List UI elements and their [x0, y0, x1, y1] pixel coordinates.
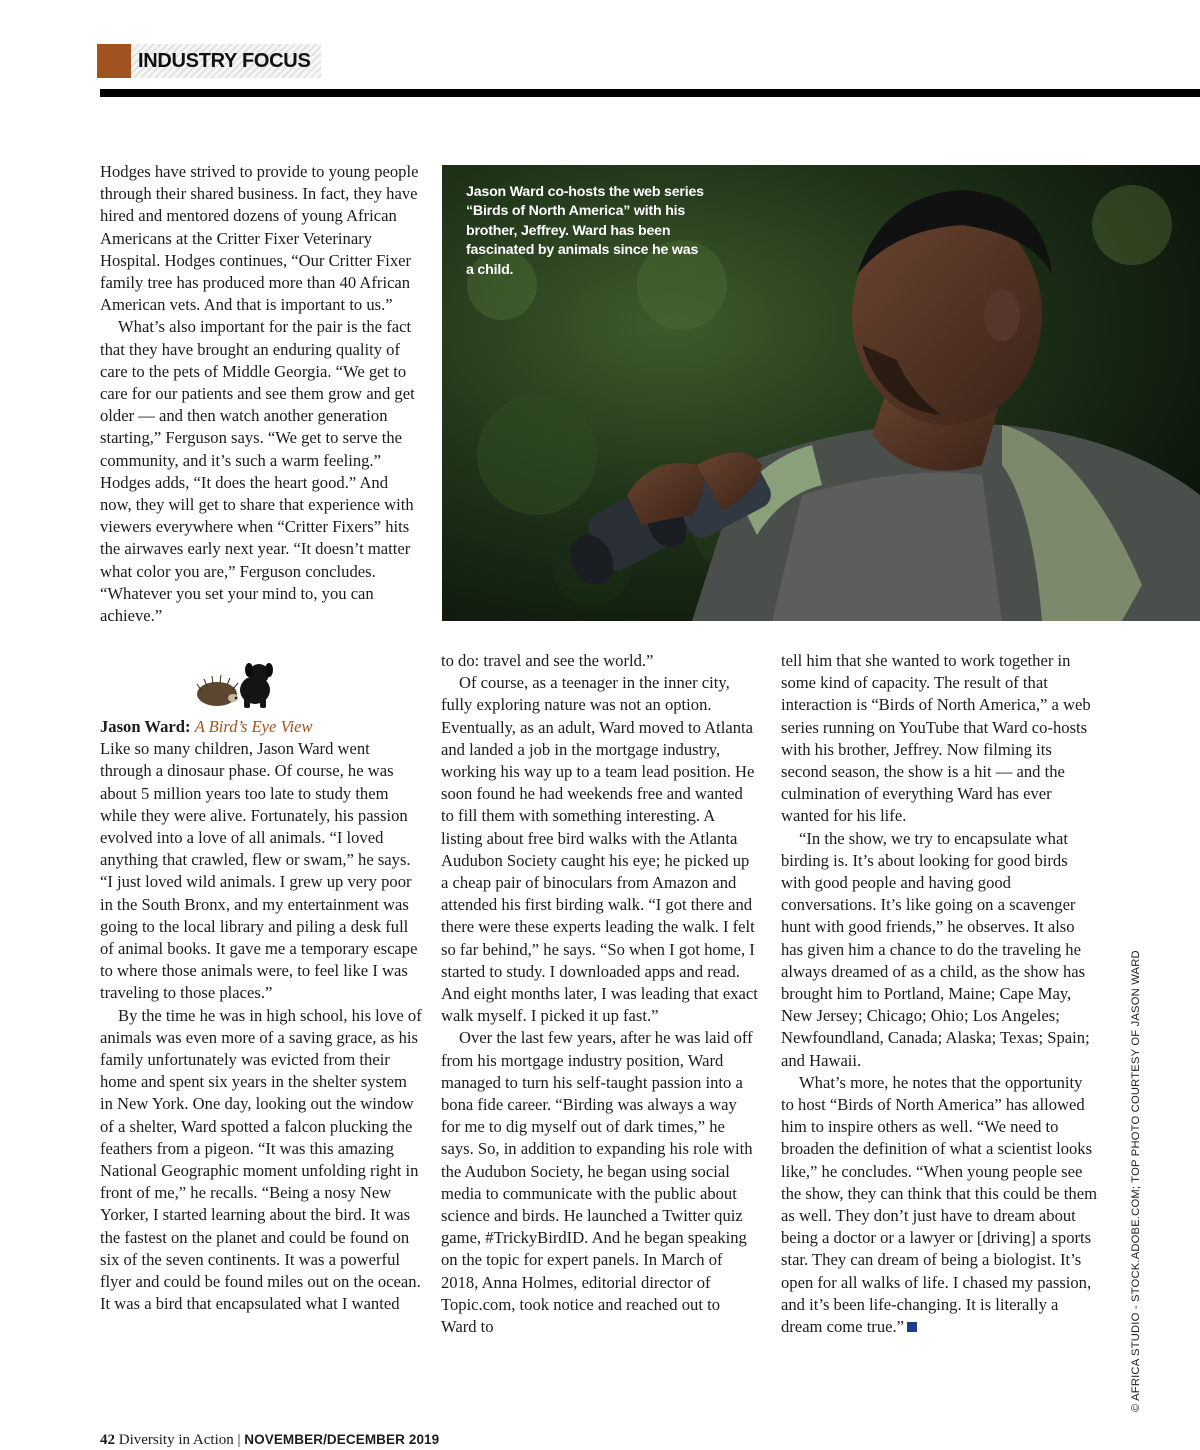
paragraph-final-text: What’s more, he notes that the opportunity to host “Birds of North America” has allowed him to inspire others as well. “We need to broaden the definition of what a scientist looks like,” he concludes. “When young people see the show, they can think that this could be them as well. They don’t just have to dream about being a doctor or a lawyer or [driving] a sports star. They can dream of being a biologist. It’s open for all walks of life. I chased my passion, and it’s been life-changing. It is literally a dream come true.” — [781, 1072, 1097, 1337]
paragraph-final — [781, 1072, 1099, 1338]
section-heading-tagline: A Bird’s Eye View — [194, 717, 313, 736]
magazine-name: Diversity in Action — [118, 1432, 234, 1448]
paragraph: Hodges have strived to provide to young people through their shared business. In fact, they have hired and mentored dozens of young African Americans at the Critter Fixer Veterinary Hospital. Hodges continues, “Our Critter Fixer family tree has produced more than 40 African American vets. And that is important to us.” — [100, 162, 419, 315]
photo-caption: Jason Ward co-hosts the web series “Birds of North America” with his brother, Jeffrey. Ward has been fascinated by animals since he was a child. — [466, 184, 704, 278]
paragraph: Over the last few years, after he was laid off from his mortgage industry position, Ward managed to turn his self-taught passion into a bona fide career. “Birding was always a way for me to dig myself out of dark times,” he says. So, in addition to expanding his role with the Audubon Society, he began using social media to communicate with the public about science and birds. He launched a Twitter quiz game, #TrickyBirdID. And he began speaking on the topic for expert panels. In March of 2018, Anna Holmes, editorial director of Topic.com, took notice and reached out to Ward to — [441, 1028, 753, 1337]
page-number: 42 — [100, 1432, 115, 1448]
column-3 — [781, 650, 1099, 1338]
issue-date: NOVEMBER/DECEMBER 2019 — [244, 1432, 440, 1447]
photo-credit: © AFRICA STUDIO - STOCK.ADOBE.COM; TOP PHOTO COURTESY OF JASON WARD — [1130, 950, 1142, 1412]
paragraph: By the time he was in high school, his love of animals was even more of a saving grace, as his family unfortunately was evicted from their home and spent six years in the shelter system in New York. One day, looking out the window of a shelter, Ward spotted a falcon plucking the feathers from a pigeon. “It was this amazing National Geographic moment unfolding right in front of me,” he recalls. “Being a nosy New Yorker, I started learning about the bird. It was the fastest on the planet and could be found on six of the seven continents. It was a powerful flyer and could be found miles out on the ocean. It was a bird that encapsulated what I wanted — [100, 1005, 422, 1314]
section-heading-name: Jason Ward: — [100, 717, 191, 736]
paragraph: to do: travel and see the world.” — [441, 651, 654, 670]
paragraph: What’s also important for the pair is the fact that they have brought an enduring quality of care to the pets of Middle Georgia. “We get to care for our patients and see them grow and get older — and then watch another generation starting,” Ferguson says. “We get to serve the community, and it’s such a warm feeling.” Hodges adds, “It does the heart good.” And now, they will get to share that experience with viewers everywhere when “Critter Fixers” hits the airwaves early next year. “It doesn’t matter what color you are,” Ferguson concludes. “Whatever you set your mind to, you can achieve.” — [100, 317, 415, 626]
footer-separator: | — [237, 1432, 241, 1448]
section-label: INDUSTRY FOCUS — [138, 50, 311, 72]
column-2 — [441, 650, 759, 1338]
paragraph: “In the show, we try to encapsulate what birding is. It’s about looking for good birds with good people and having good conversations. It’s like going on a scavenger hunt with good friends,” he observes. It also has given him a chance to do the traveling he always dreamed of as a child, as the show has brought him to Portland, Maine; Cape May, New Jersey; Chicago; Ohio; Los Angeles; Newfoundland, Canada; Alaska; Texas; Spain; and Hawaii. — [781, 828, 1090, 1070]
paragraph: Of course, as a teenager in the inner city, fully exploring nature was not an option. Eventually, as an adult, Ward moved to Atlanta and landed a job in the mortgage industry, working his way up to a team lead position. He soon found he had weekends free and wanted to fill them with something interesting. A listing about free bird walks with the Atlanta Audubon Society caught his eye; he picked up a cheap pair of binoculars from Amazon and attended his first birding walk. “I got there and there were these experts leading the walk. I felt so far behind,” he says. “So when I got home, I started to study. I downloaded apps and read. And eight months later, I was leading that exact walk myself. I picked it up fast.” — [441, 673, 758, 1026]
paragraph: Like so many children, Jason Ward went through a dinosaur phase. Of course, he was about 5 million years too late to study them while they were alive. Fortunately, his passion evolved into a love of all animals. “I loved anything that crawled, flew or swam,” he says. “I just loved wild animals. I grew up very poor in the South Bronx, and my entertainment was going to the local library and piling a desk full of animal books. It gave me a temporary escape to where those animals were, to feel like I was traveling to those places.” — [100, 739, 418, 1003]
animals-divider-icon — [193, 660, 275, 708]
paragraph: tell him that she wanted to work together in some kind of capacity. The result of that interaction is “Birds of North America,” a web series running on YouTube that Ward co-hosts with his brother, Jeffrey. Now filming its second season, the show is a hit — and the culmination of everything Ward has ever wanted for his life. — [781, 651, 1091, 826]
page-footer — [100, 1431, 439, 1449]
column-1-top — [100, 161, 422, 627]
section-heading — [100, 716, 422, 738]
header-rule — [100, 89, 1200, 97]
end-of-article-mark — [907, 1322, 917, 1332]
column-1-bottom — [100, 716, 422, 1315]
section-color-tab — [97, 44, 131, 78]
